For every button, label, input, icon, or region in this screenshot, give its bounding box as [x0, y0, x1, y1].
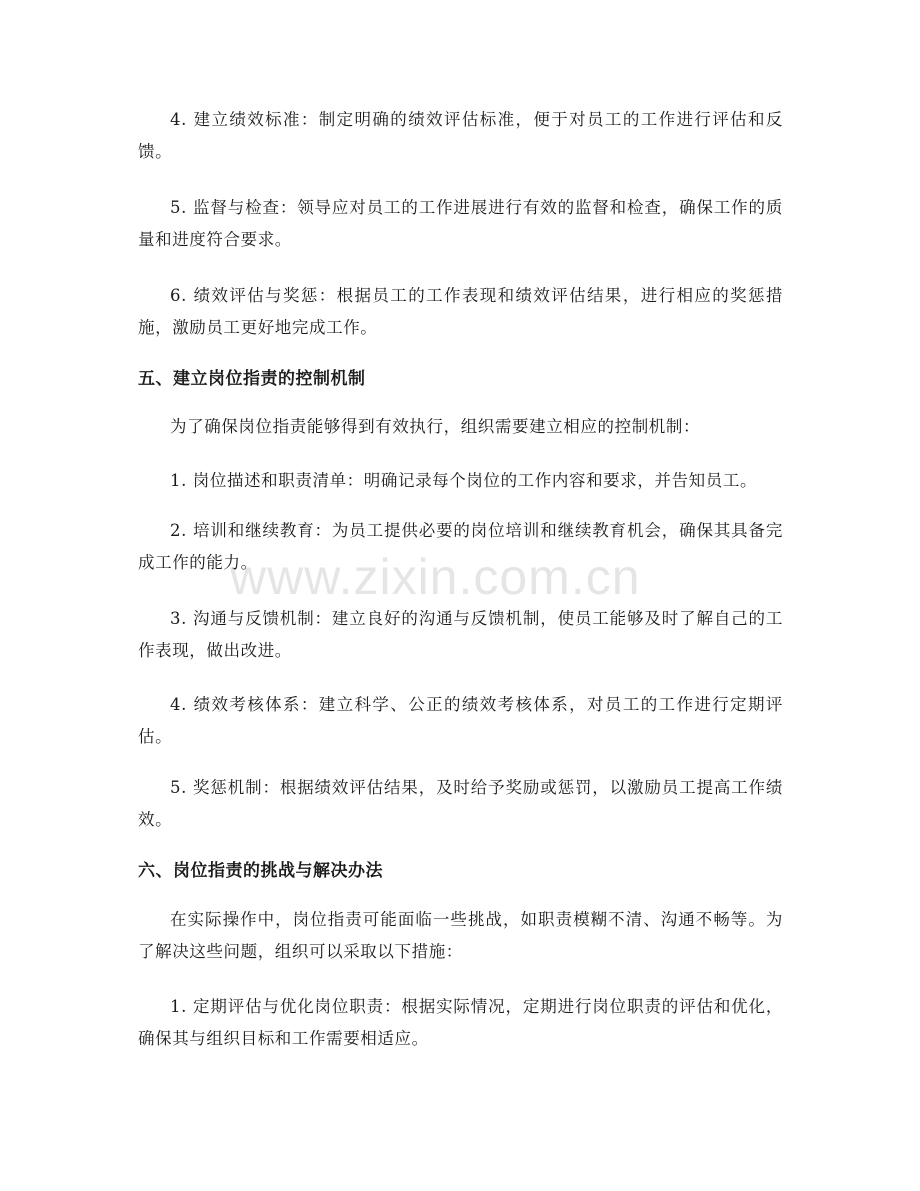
list-item: 6. 绩效评估与奖惩：根据员工的工作表现和绩效评估结果，进行相应的奖惩措施，激励员工更好地完成工作。 [138, 286, 783, 337]
watermark: www.zixin.com.cn [230, 549, 641, 605]
section-heading: 六、岗位指责的挑战与解决办法 [138, 861, 383, 881]
list-item: 5. 监督与检查：领导应对员工的工作进展进行有效的监督和检查，确保工作的质量和进度符合要求。 [138, 198, 783, 249]
list-item: 5. 奖惩机制：根据绩效评估结果，及时给予奖励或惩罚，以激励员工提高工作绩效。 [138, 778, 783, 829]
list-item: 4. 建立绩效标准：制定明确的绩效评估标准，便于对员工的工作进行评估和反馈。 [138, 110, 783, 161]
list-item: 3. 沟通与反馈机制：建立良好的沟通与反馈机制，使员工能够及时了解自己的工作表现，做出改进。 [138, 609, 783, 660]
list-item: 2. 培训和继续教育：为员工提供必要的岗位培训和继续教育机会，确保其具备完成工作的能力。 [138, 521, 783, 572]
section-heading: 五、建立岗位指责的控制机制 [138, 369, 366, 389]
section-intro: 在实际操作中，岗位指责可能面临一些挑战，如职责模糊不清、沟通不畅等。为了解决这些问题，组织可以采取以下措施： [138, 910, 783, 961]
list-item: 4. 绩效考核体系：建立科学、公正的绩效考核体系，对员工的工作进行定期评估。 [138, 695, 783, 746]
section-intro: 为了确保岗位指责能够得到有效执行，组织需要建立相应的控制机制： [170, 417, 701, 436]
list-item: 1. 定期评估与优化岗位职责：根据实际情况，定期进行岗位职责的评估和优化，确保其与组织目标和工作需要相适应。 [138, 997, 783, 1048]
list-item: 1. 岗位描述和职责清单：明确记录每个岗位的工作内容和要求，并告知员工。 [170, 471, 758, 490]
